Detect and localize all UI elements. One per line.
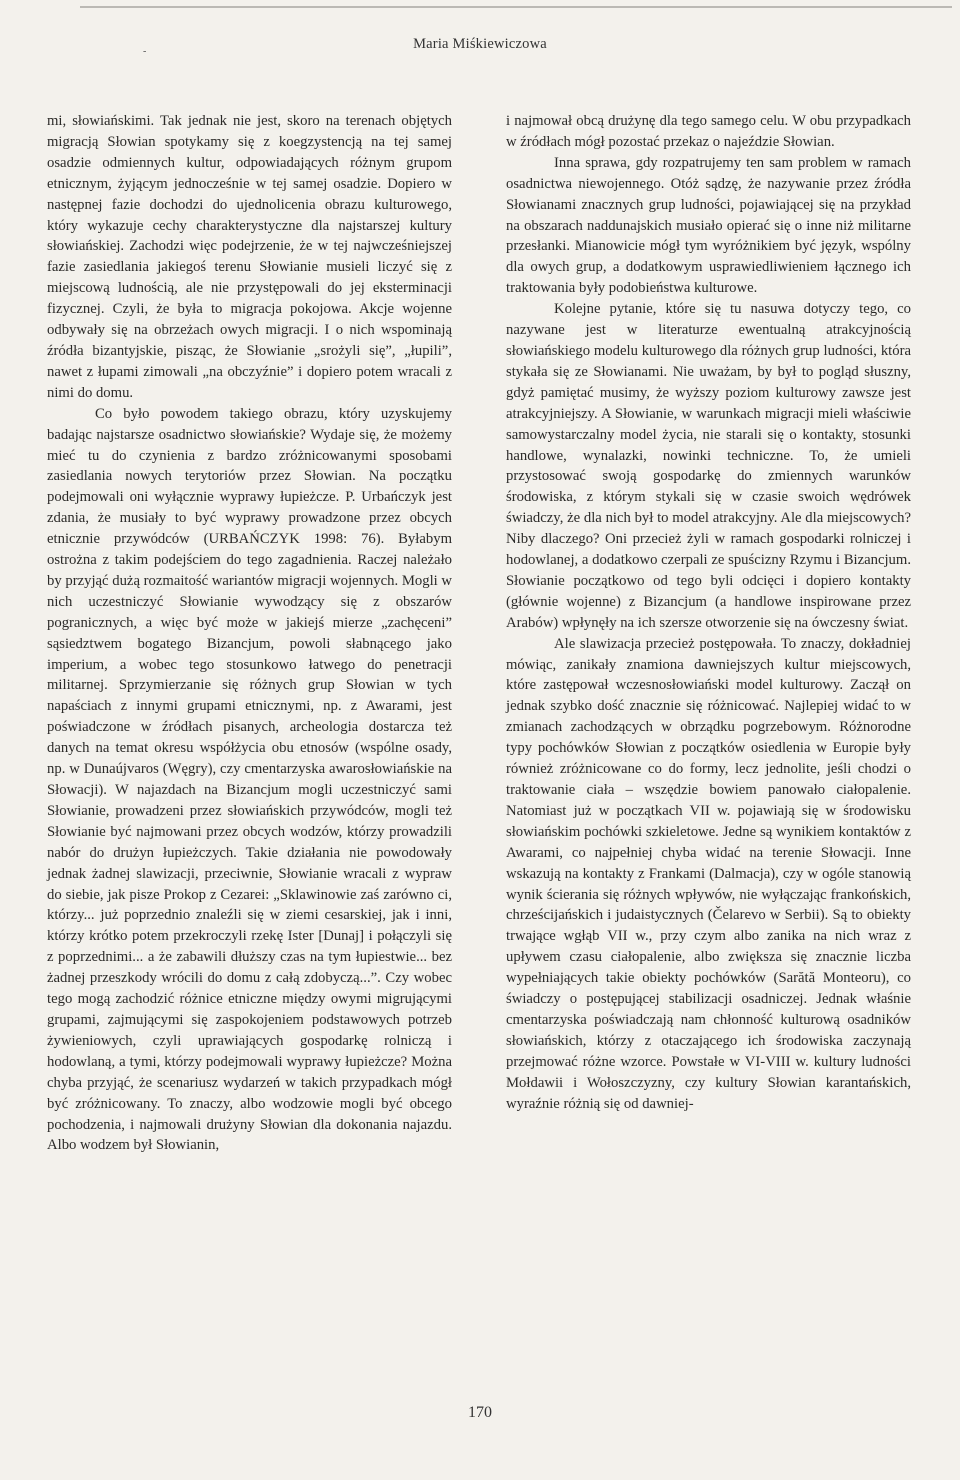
left-paragraph-2: Co było powodem takiego obrazu, który uzyskujemy badając najstarsze osadnictwo słowiańskie? Wydaje się, że możemy mieć tu do czynienia z bardzo zróżnicowanymi sposobami zasiedlania nowych terytoriów przez Słowian. Na początku podejmowali oni wyłącznie wyprawy łupieżcze. P. Urbańczyk jest zdania, że musiały to być wyprawy prowadzone przez obcych etnicznie przywódców (URBAŃCZYK 1998: 76). Byłabym ostrożna z takim podejściem do tego zagadnienia. Raczej należało by przyjąć dużą rozmaitość wariantów migracji wojennych. Mogli w nich uczestniczyć Słowianie wywodzący się z obszarów pogranicznych, a więc być może w jakiejś mierze „zachęceni” sąsiedztwem bogatego Bizancjum, powoli słabnącego jako imperium, a wobec tego stosunkowo łatwego do penetracji militarnej. Sprzymierzanie się różnych grup Słowian w tych napaściach z innymi grupami etnicznymi, np. z Awarami, jest poświadczone w źródłach pisanych, archeologia dostarcza też danych na temat okresu współżycia obu etnosów (wspólne osady, np. w Dunaújvaros (Węgry), czy cmentarzyska awarosłowiańskie na Słowacji). W najazdach na Bizancjum mogli uczestniczyć sami Słowianie, prowadzeni przez słowiańskich przywódców, mogli też Słowianie być najmowani przez obcych wodzów, którzy prowadzili nabór do drużyn łupieżczych. Takie działania nie powodowały jednak żadnej slawizacji, przeciwnie, Słowianie wracali z wypraw do siebie, jak pisze Prokop z Cezarei: „Sklawinowie zaś zarówno ci, którzy... już poprzednio znaleźli się w ziemi cesarskiej, jak i inni, którzy krótko potem przekroczyli rzekę Ister [Dunaj] i połączyli się z poprzednimi... a że zabawili dłuższy czas na tym łupiestwie... bez żadnej przeszkody wrócili do domu z całą zdobyczą...”. Czy wobec tego mogą zachodzić różnice etniczne między owymi migrującymi grupami, zajmującymi się zaspokojeniem podstawowych potrzeb żywieniowych, czyli uprawiających gospodarkę rolniczą i hodowlaną, a tymi, którzy podejmowali wyprawy łupieżcze? Można chyba przyjąć, że scenariusz wydarzeń w takich przypadkach mógł być zróżnicowany. To znaczy, albo wodzowie mogli być obcego pochodzenia, i najmowali drużyny Słowian dla dokonania najazdu. Albo wodzem był Słowianin, xyxy=(47,405,453,1154)
right-paragraph-4: Ale slawizacja przecież postępowała. To znaczy, dokładniej mówiąc, zanikały znamiona dawniejszych kultur miejscowych, które zastępował wczesnosłowiański model kulturowy. Zaczął on jednak szybko dość znacznie się różnicować. Najlepiej widać to w zmianach zachodzących w obrządku pogrzebowym. Różnorodne typy pochówków Słowian z początków osiedlenia w Europie były również zróżnicowane co do formy, lecz jednolite, jeśli chodzi o traktowanie ciała – wszędzie bowiem panowało ciałopalenie. Natomiast już w początkach VII w. pojawiają się w środowisku słowiańskim pochówki szkieletowe. Jedne są wynikiem kontaktów z Awarami, co najpełniej chyba widać na terenie Słowacji. Inne wskazują na kontakty z Frankami (Dalmacja), czy w ogóle stanowią wynik ścierania się różnych wpływów, nie wyłączając frankońskich, chrześcijańskich i judaistycznych (Čelarevo w Serbii). Są to obiekty trwające wgłąb VII w., przy czym albo zanika na nich wraz z upływem czasu ciałopalenie, albo zwiększa się znacznie liczba wypełniających takie obiekty pochówków (Sarătă Monteoru), co świadczy o postępującej stabilizacji osadniczej. Jednak właśnie cmentarzyska poświadczają nam chłonność kulturową osadników słowiańskich, którzy z otaczającego ich środowiska zaczynają przejmować różne wzorce. Powstałe w VI-VIII w. kultury ludności Mołdawii i Wołoszczyzny, czy kultury Słowian karantańskich, wyraźnie różnią się od dawniej- xyxy=(506,635,911,1112)
header-author: Maria Miśkiewiczowa xyxy=(413,36,547,52)
page-number: 170 xyxy=(468,1404,492,1421)
left-paragraph-1: mi, słowiańskimi. Tak jednak nie jest, skoro na terenach objętych migracją Słowian spotykamy się z koegzystencją na tej samej osadzie odmiennych kultur, odpowiadających różnym grupom etnicznym, żyjącym jednocześnie w tej samej osadzie. Dopiero w następnej fazie dochodzi do ujednolicenia obrazu kulturowego, który wykazuje cechy charakterystyczne dla najstarszej kultury słowiańskiej. Zachodzi więc podejrzenie, że w tej najwcześniejszej fazie zasiedlania jakiegoś terenu Słowianie musieli liczyć się z miejscową ludnością, ale nie przystępowali do jej eksterminacji fizycznej. Czyli, że była to migracja pokojowa. Akcje wojenne odbywały się na obrzeżach owych migracji. I o nich wspominają źródła bizantyjskie, pisząc, że Słowianie „srożyli się”, „łupili”, nawet z łupami zimowali „na obczyźnie” i dopiero potem wracali z nimi do domu. xyxy=(47,113,452,401)
stray-mark-icon: ‐ xyxy=(143,46,147,57)
right-paragraph-1: i najmował obcą drużynę dla tego samego celu. W obu przypadkach w źródłach mógł pozostać przekaz o najeździe Słowian. xyxy=(506,113,911,150)
top-rule xyxy=(80,6,952,8)
right-column xyxy=(506,111,911,1115)
right-paragraph-2: Inna sprawa, gdy rozpatrujemy ten sam problem w ramach osadnictwa niewojennego. Otóż sądzę, że nazywanie przez źródła Słowianami znacznych grup ludności, pojawiającej się na przykład na obszarach naddunajskich musiało opierać się o inne niż militarne przesłanki. Mianowicie mógł tym wyróżnikiem być język, wspólny dla owych grup, a dodatkowym usprawiedliwieniem łącznego ich traktowania były podobieństwa kulturowe. xyxy=(506,154,911,297)
right-paragraph-3: Kolejne pytanie, które się tu nasuwa dotyczy tego, co nazywane jest w literaturze ewentualną atrakcyjnością słowiańskiego modelu kulturowego dla różnych grup ludności, która stykała się ze Słowianami. Nie uważam, by był to pogląd słuszny, gdyż pamiętać musimy, że wyższy poziom kulturowy zawsze jest atrakcyjniejszy. A Słowianie, w warunkach migracji mieli właściwie samowystarczalny model życia, nie starali się o kontakty, stosunki handlowe, wynalazki, nowinki techniczne. To, że umieli przystosować swoją gospodarkę do zmiennych warunków środowiska, z którym stykali się w czasie swoich wędrówek świadczy, że dla nich był to model atrakcyjny. Ale dla miejscowych? Niby dlaczego? Oni przecież żyli w ramach gospodarki rolniczej i hodowlanej, a dodatkowo czerpali ze spuścizny Rzymu i Bizancjum. Słowianie początkowo od tego byli odcięci i dopiero kontakty (głównie wojenne) z Bizancjum (a handlowe inspirowane przez Arabów) wpłynęły na ich szersze otworzenie się na ówczesny świat. xyxy=(506,301,911,631)
left-column xyxy=(47,111,452,1156)
running-header xyxy=(0,36,960,57)
